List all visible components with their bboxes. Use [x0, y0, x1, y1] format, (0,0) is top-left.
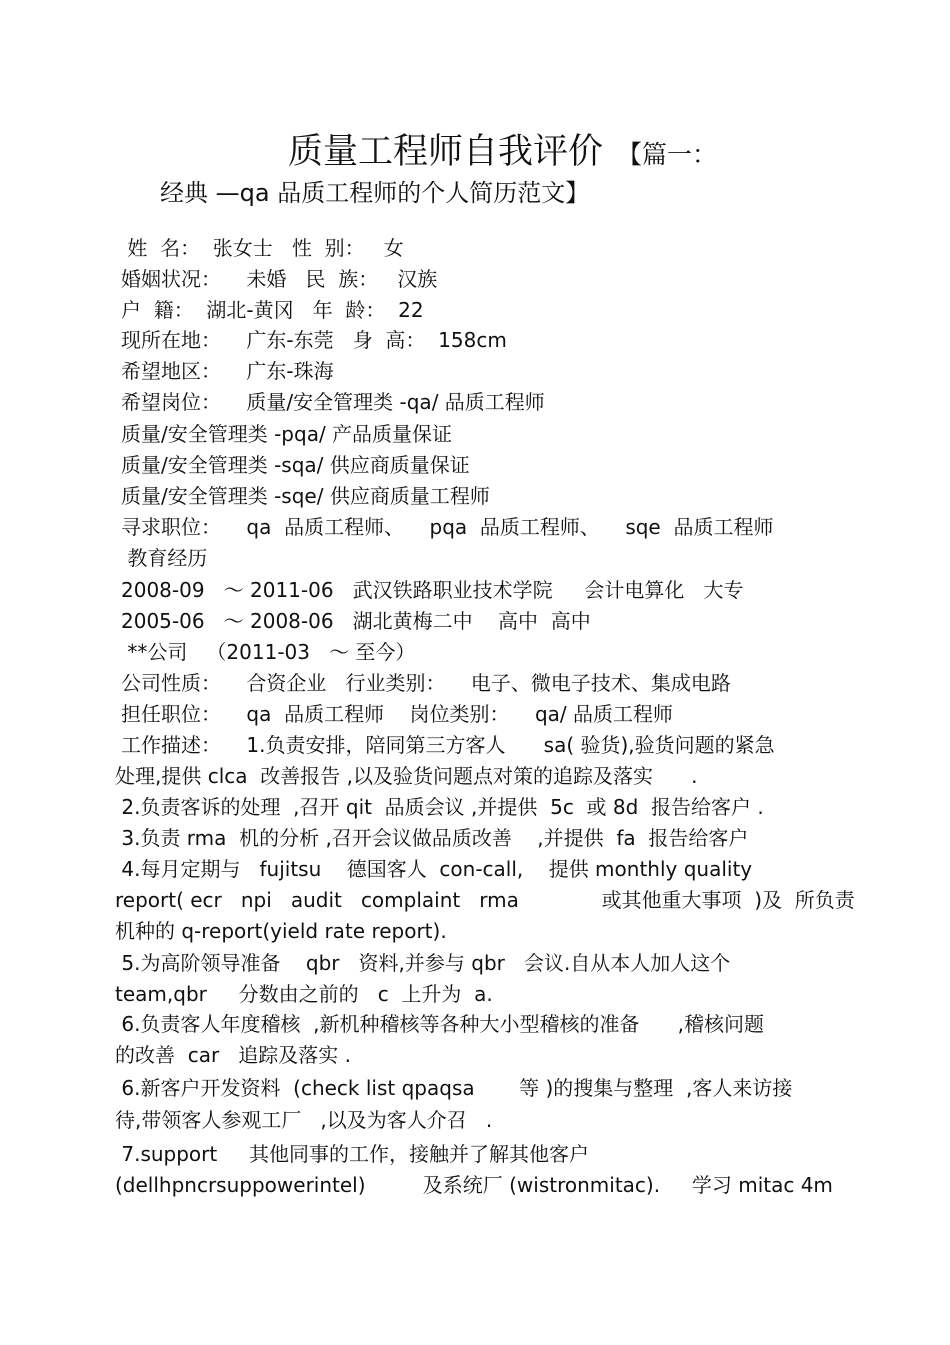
text-line: 3.负责 rma 机的分析 ,召开会议做品质改善 ,并提供 fa 报告给客户 — [115, 826, 749, 850]
document-title — [288, 124, 717, 174]
text-line: 待,带领客人参观工厂 ,以及为客人介召 . — [115, 1108, 493, 1132]
text-line: 婚姻状况： 未婚 民 族： 汉族 — [121, 267, 438, 291]
document-subtitle: 经典 —qa 品质工程师的个人简历范文】 — [160, 179, 590, 207]
text-line: 7.support 其他同事的工作，接触并了解其他客户 — [115, 1142, 590, 1166]
text-line: 工作描述： 1.负责安排，陪同第三方客人 sa( 验货),验货问题的紧急 — [121, 733, 775, 757]
text-line: (dellhpncrsuppowerintel) 及系统厂 (wistronmitac). 学习 mitac 4m — [115, 1173, 833, 1197]
text-line: 公司性质： 合资企业 行业类别： 电子、微电子技术、集成电路 — [121, 671, 731, 695]
text-line: 6.新客户开发资料 (check list qpaqsa 等 )的搜集与整理 ,客人来访接 — [115, 1076, 793, 1100]
text-line: **公司 （2011-03 ～ 至今） — [121, 640, 416, 664]
text-line: 现所在地： 广东-东莞 身 高： 158cm — [121, 328, 507, 352]
text-line: 机种的 q-report(yield rate report). — [115, 919, 447, 943]
text-line: 处理,提供 clca 改善报告 ,以及验货问题点对策的追踪及落实 . — [115, 764, 698, 788]
text-line: 寻求职位： qa 品质工程师、 pqa 品质工程师、 sqe 品质工程师 — [121, 515, 774, 539]
text-line: 2005-06 ～ 2008-06 湖北黄梅二中 高中 高中 — [121, 609, 591, 633]
text-line: 的改善 car 追踪及落实 . — [115, 1043, 351, 1067]
text-line: 质量/安全管理类 -pqa/ 产品质量保证 — [121, 422, 453, 446]
text-line: report( ecr npi audit complaint rma 或其他重大事项 )及 所负责 — [115, 888, 855, 912]
text-line: 质量/安全管理类 -sqa/ 供应商质量保证 — [121, 453, 470, 477]
text-line: 担任职位： qa 品质工程师 岗位类别： qa/ 品质工程师 — [121, 702, 674, 726]
text-line: 户 籍： 湖北-黄冈 年 龄： 22 — [121, 298, 424, 322]
text-line: 希望岗位： 质量/安全管理类 -qa/ 品质工程师 — [121, 390, 545, 414]
title-tail: 【篇一： — [617, 140, 718, 169]
text-line: team,qbr 分数由之前的 c 上升为 a. — [115, 982, 493, 1006]
text-line: 4.每月定期与 fujitsu 德国客人 con-call, 提供 monthly quality — [115, 857, 753, 881]
title-main: 质量工程师自我评价 — [288, 132, 604, 172]
text-line: 2008-09 ～ 2011-06 武汉铁路职业技术学院 会计电算化 大专 — [121, 578, 744, 602]
text-line: 6.负责客人年度稽核 ,新机种稽核等各种大小型稽核的准备 ,稽核问题 — [115, 1012, 765, 1036]
text-line: 姓 名： 张女士 性 别： 女 — [121, 236, 404, 260]
text-line: 教育经历 — [121, 546, 208, 570]
text-line: 5.为高阶领导准备 qbr 资料,并参与 qbr 会议.自从本人加人这个 — [115, 951, 731, 975]
text-line: 质量/安全管理类 -sqe/ 供应商质量工程师 — [121, 484, 490, 508]
text-line: 希望地区： 广东-珠海 — [121, 359, 334, 383]
text-line: 2.负责客诉的处理 ,召开 qit 品质会议 ,并提供 5c 或 8d 报告给客户 . — [115, 795, 764, 819]
